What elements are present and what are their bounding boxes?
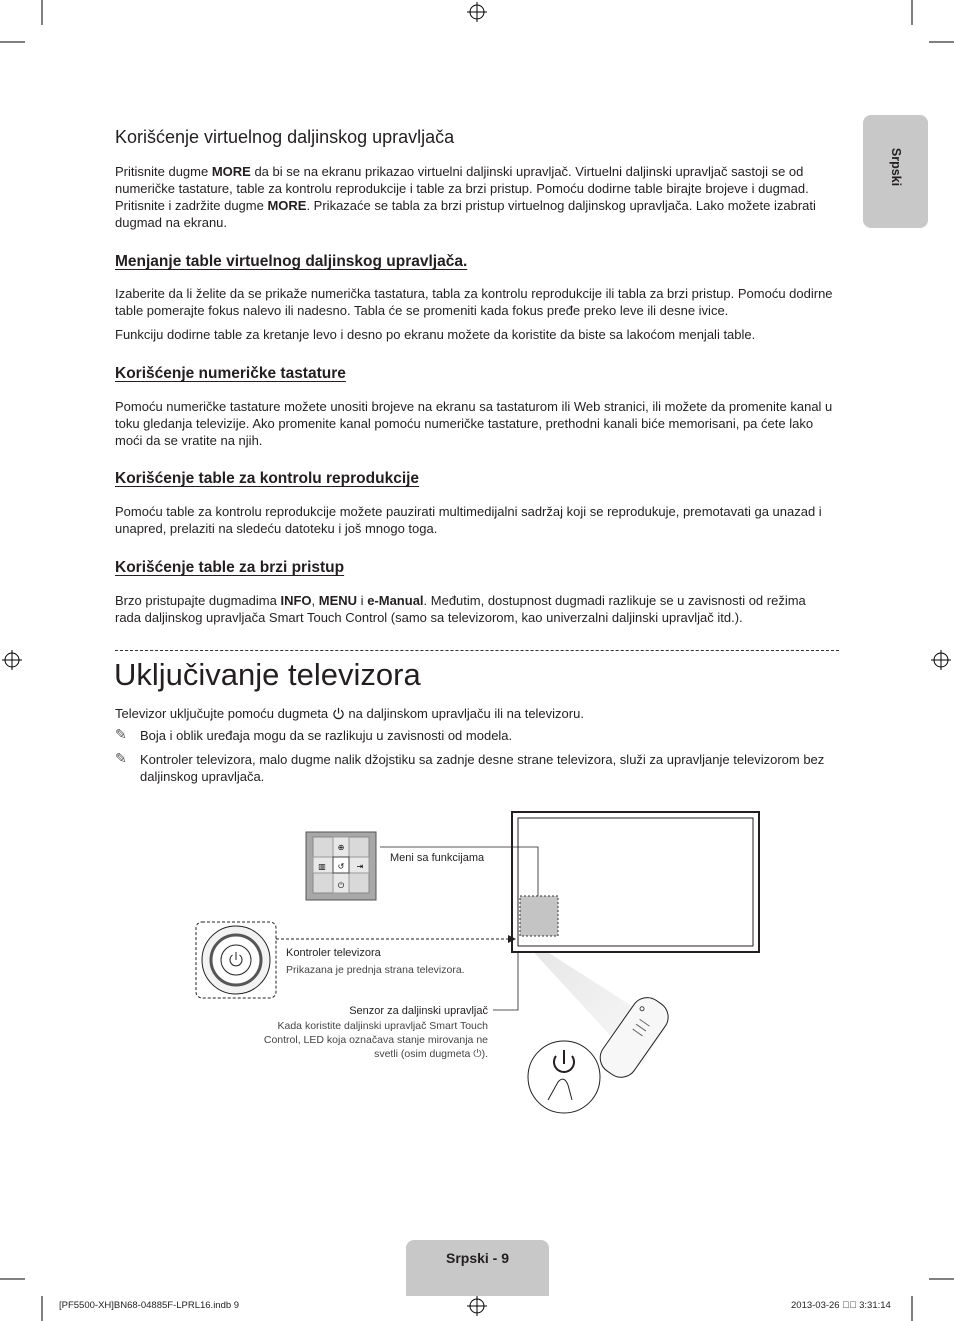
subsection-title: Korišćenje table za kontrolu reprodukcije xyxy=(115,470,420,487)
intro-paragraph: Televizor uključujte pomoću dugmeta na daljinskom upravljaču ili na televizoru. xyxy=(115,706,584,721)
paragraph: Pomoću numeričke tastature možete unositi brojeve na ekranu sa tastaturom ili Web stranici, ili možete da promenite kanal u toku gledanja televizije. Ako promenite kanal pomoću numeričke tastature, prethodni kanali biće memorisani, pa ćete lako moći da se vratite na njih. xyxy=(115,399,833,448)
file-info: [PF5500-XH]BN68-04885F-LPRL16.indb 9 xyxy=(59,1300,240,1311)
paragraph: Funkciju dodirne table za kretanje levo i desno po ekranu možete da koristite da biste sa lakoćom menjali table. xyxy=(115,327,756,342)
controller-sub: Prikazana je prednja strana televizora. xyxy=(286,964,465,976)
page-number: Srpski - 9 xyxy=(445,1250,510,1266)
paragraph: Pomoću table za kontrolu reprodukcije možete pauzirati multimedijalni sadržaj koji se reprodukuje, premotavati ga unazad i unapred, prelaziti na sledeću datoteku i još mnogo toga. xyxy=(115,504,822,536)
paragraph: Izaberite da li želite da se prikaže numerička tastatura, tabla za kontrolu reprodukcije ili tabla za brzi pristup. Pomoću dodirne table pomerajte fokus nalevo ili nadesno. Tabla će se promeniti kada fokus pređe preko leve ili desne ivice. xyxy=(115,286,833,318)
subsection-title: Korišćenje table za brzi pristup xyxy=(115,559,345,576)
svg-text:⏻: ⏻ xyxy=(337,881,345,890)
power-icon: ⏻ xyxy=(473,1048,482,1060)
section-paragraph: Pritisnite dugme MORE da bi se na ekranu prikazao virtuelni daljinski upravljač. Virtuelni daljinski upravljač sastoji se od numeričke tastature, table za kontrolu reprodukcije i table za brzi pristup. Pomoću dodirne table birajte brojeve i dugmad. Pritisnite i zadržite dugme MORE. Prikazaće se tabla za brzi pristup virtuelnog daljinskog upravljača. Lako možete izabrati dugmad na ekranu. xyxy=(115,164,816,230)
tv-diagram xyxy=(180,800,780,1120)
subsection-title: Korišćenje numeričke tastature xyxy=(115,365,346,382)
note-icon: ✎ xyxy=(115,726,127,742)
sensor-area xyxy=(520,896,558,936)
section-divider xyxy=(115,650,839,651)
svg-text:⇥: ⇥ xyxy=(356,862,364,871)
svg-text:↺: ↺ xyxy=(337,862,345,871)
menu-label: Meni sa funkcijama xyxy=(390,852,485,864)
controller-label: Kontroler televizora xyxy=(286,947,381,959)
note: Boja i oblik uređaja mogu da se razlikuju u zavisnosti od modela. xyxy=(140,728,513,743)
language-tab xyxy=(863,115,928,228)
paragraph: Brzo pristupajte dugmadima INFO, MENU i e-Manual. Međutim, dostupnost dugmadi razlikuje se u zavisnosti od režima rada daljinskog upravljača Smart Touch Control (samo sa televizorom, kao univerzalni daljinski upravljač itd.). xyxy=(115,593,806,625)
note: Kontroler televizora, malo dugme nalik džojstiku sa zadnje desne strane televizora, služi za upravljanje televizorom bez daljinskog upravljača. xyxy=(140,752,825,784)
sensor-label: Senzor za daljinski upravljač xyxy=(349,1005,488,1017)
section-title: Korišćenje virtuelnog daljinskog upravljača xyxy=(115,127,455,147)
svg-text:▥: ▥ xyxy=(318,862,326,871)
page-title: Uključivanje televizora xyxy=(114,657,421,692)
power-icon xyxy=(332,707,345,720)
page-number-tab xyxy=(406,1240,549,1296)
print-date: 2013-03-26 ￿￿ 3:31:14 xyxy=(791,1300,891,1311)
language-tab-label: Srpski xyxy=(888,147,903,187)
sensor-description: Kada koristite daljinski upravljač Smart Touch Control, LED koja označava stanje mirovanja ne svetli (osim dugmeta ⏻). xyxy=(263,1020,488,1060)
subsection-title: Menjanje table virtuelnog daljinskog upravljača. xyxy=(115,253,468,270)
svg-text:⊕: ⊕ xyxy=(337,843,345,852)
note-icon: ✎ xyxy=(115,750,127,766)
